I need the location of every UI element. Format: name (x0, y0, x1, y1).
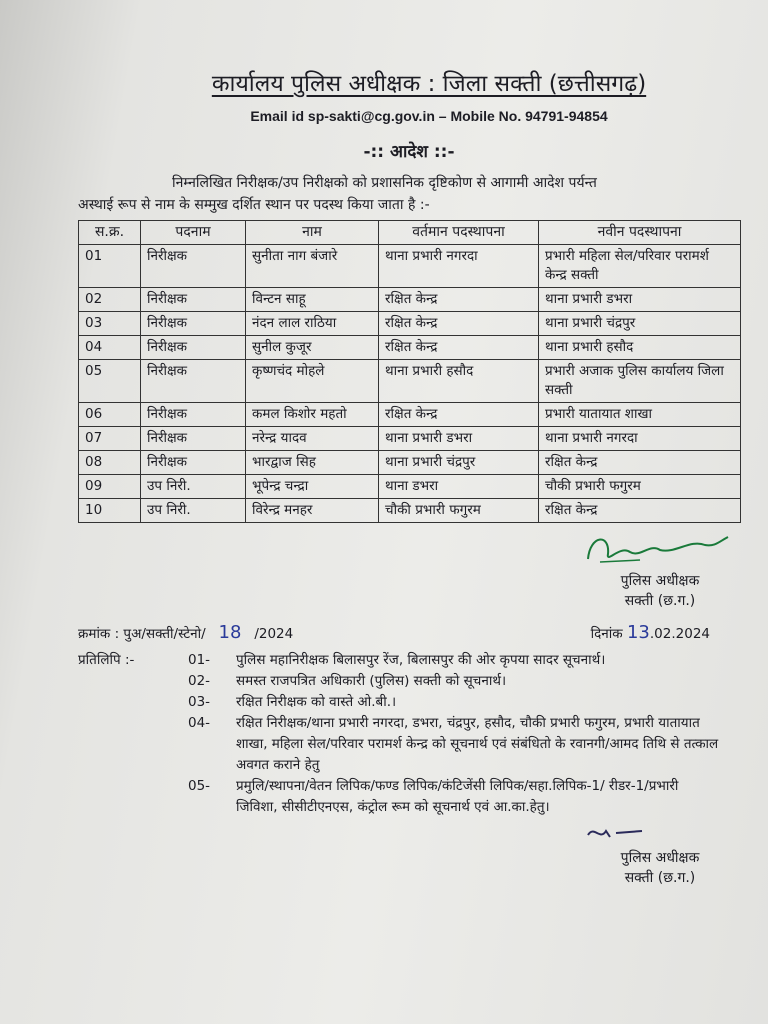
reference-prefix: क्रमांक : पुअ/सक्ती/स्टेनो/ (78, 626, 206, 642)
cell-name: नंदन लाल राठिया (246, 312, 379, 336)
intro-line-1: निम्नलिखित निरीक्षक/उप निरीक्षको को प्रशासनिक दृष्टिकोण से आगामी आदेश पर्यन्त (172, 175, 597, 191)
signatory-designation: पुलिस अधीक्षक (620, 573, 700, 589)
cell-designation: उप निरी. (141, 475, 246, 499)
copy-number: 02- (188, 673, 211, 689)
copy-to-label: प्रतिलिपि :- (78, 652, 135, 668)
intro-line-2: अस्थाई रूप से नाम के सम्मुख दर्शित स्थान पर पदस्थ किया जाता है :- (78, 197, 430, 213)
table-header-row (79, 221, 741, 245)
copy-text: पुलिस महानिरीक्षक बिलासपुर रेंज, बिलासपुर की ओर कृपया सादर सूचनार्थ। (236, 652, 606, 668)
order-heading: -:: आदेश ::- (363, 142, 455, 162)
cell-designation: निरीक्षक (141, 360, 246, 403)
table-row (79, 427, 741, 451)
cell-designation: निरीक्षक (141, 336, 246, 360)
signature-block-2 (580, 822, 740, 888)
cell-serial: 04 (79, 336, 141, 360)
cell-name: विरेन्द्र मनहर (246, 499, 379, 523)
copy-text: समस्त राजपत्रित अधिकारी (पुलिस) सक्ती को सूचनार्थ। (236, 673, 507, 689)
cell-name: कृष्णचंद मोहले (246, 360, 379, 403)
date-label: दिनांक (590, 626, 623, 642)
table-row (79, 451, 741, 475)
copy-spacer (78, 692, 188, 713)
cell-new-posting: प्रभारी अजाक पुलिस कार्यालय जिला सक्ती (539, 360, 741, 403)
cell-designation: निरीक्षक (141, 451, 246, 475)
copy-text: रक्षित निरीक्षक को वास्ते ओ.बी.। (236, 694, 397, 710)
cell-serial: 09 (79, 475, 141, 499)
copy-text: प्रमुलि/स्थापना/वेतन लिपिक/फण्ड लिपिक/कंटिजेंसी लिपिक/सहा.लिपिक-1/ रीडर-1/प्रभारी जिविशा, सीसीटीएनएस, कंट्रोल रूम को सूचनार्थ एवं आ.का.हेतु। (236, 778, 679, 815)
cell-designation: निरीक्षक (141, 312, 246, 336)
date-day: 13 (626, 622, 650, 643)
col-current-posting: वर्तमान पदस्थापना (379, 221, 539, 245)
cell-new-posting: थाना प्रभारी नगरदा (539, 427, 741, 451)
cell-current-posting: रक्षित केन्द्र (379, 288, 539, 312)
cell-new-posting: रक्षित केन्द्र (539, 451, 741, 475)
cell-new-posting: थाना प्रभारी हसौद (539, 336, 741, 360)
cell-current-posting: रक्षित केन्द्र (379, 403, 539, 427)
cell-current-posting: थाना प्रभारी हसौद (379, 360, 539, 403)
cell-serial: 10 (79, 499, 141, 523)
cell-serial: 03 (79, 312, 141, 336)
cell-name: कमल किशोर महतो (246, 403, 379, 427)
table-row (79, 245, 741, 288)
cell-designation: निरीक्षक (141, 245, 246, 288)
table-row (79, 360, 741, 403)
reference-handwritten-number: 18 (218, 622, 242, 643)
cell-name: विन्टन साहू (246, 288, 379, 312)
cell-new-posting: थाना प्रभारी डभरा (539, 288, 741, 312)
cell-name: भूपेन्द्र चन्द्रा (246, 475, 379, 499)
cell-new-posting: चौकी प्रभारी फगुरम (539, 475, 741, 499)
table-row (79, 288, 741, 312)
table-row (79, 475, 741, 499)
cell-name: भारद्वाज सिह (246, 451, 379, 475)
copy-to-list (78, 650, 740, 818)
cell-designation: निरीक्षक (141, 403, 246, 427)
table-row (79, 336, 741, 360)
copy-text: रक्षित निरीक्षक/थाना प्रभारी नगरदा, डभरा, चंद्रपुर, हसौद, चौकी प्रभारी फगुरम, प्रभारी यातायात शाखा, महिला सेल/परिवार परामर्श केन्द्र को सूचनार्थ एवं संबंधितो के रवानगी/आमद तिथि से तत्काल अवगत कराने हेतु (236, 715, 719, 773)
signatory-place: सक्ती (छ.ग.) (624, 593, 696, 609)
cell-current-posting: थाना प्रभारी डभरा (379, 427, 539, 451)
cell-new-posting: थाना प्रभारी चंद्रपुर (539, 312, 741, 336)
cell-name: सुनील कुजूर (246, 336, 379, 360)
cell-current-posting: रक्षित केन्द्र (379, 312, 539, 336)
cell-serial: 07 (79, 427, 141, 451)
transfer-table (78, 220, 741, 523)
reference-year: /2024 (254, 626, 294, 642)
signature-block-1 (580, 527, 740, 611)
office-title: कार्यालय पुलिस अधीक्षक : जिला सक्ती (छत्तीसगढ़) (211, 71, 647, 97)
cell-new-posting: प्रभारी यातायात शाखा (539, 403, 741, 427)
copy-spacer (78, 671, 188, 692)
cell-designation: निरीक्षक (141, 427, 246, 451)
table-row (79, 403, 741, 427)
signatory-place-2: सक्ती (छ.ग.) (624, 870, 696, 886)
initials-mark (580, 822, 650, 844)
signature-mark (580, 527, 730, 567)
table-row (79, 312, 741, 336)
order-date (591, 621, 710, 646)
cell-new-posting: रक्षित केन्द्र (539, 499, 741, 523)
copy-number: 03- (188, 694, 211, 710)
copy-number: 01- (188, 652, 211, 668)
cell-current-posting: चौकी प्रभारी फगुरम (379, 499, 539, 523)
contact-line: Email id sp-sakti@cg.gov.in – Mobile No. 94791-94854 (250, 108, 608, 124)
reference-number (78, 621, 293, 646)
copy-spacer (78, 776, 188, 818)
cell-new-posting: प्रभारी महिला सेल/परिवार परामर्श केन्द्र सक्ती (539, 245, 741, 288)
cell-serial: 08 (79, 451, 141, 475)
cell-serial: 01 (79, 245, 141, 288)
col-designation: पदनाम (141, 221, 246, 245)
cell-name: नरेन्द्र यादव (246, 427, 379, 451)
copy-number: 05- (188, 778, 211, 794)
signatory-designation-2: पुलिस अधीक्षक (620, 850, 700, 866)
cell-serial: 06 (79, 403, 141, 427)
table-row (79, 499, 741, 523)
cell-current-posting: थाना डभरा (379, 475, 539, 499)
cell-serial: 02 (79, 288, 141, 312)
cell-current-posting: रक्षित केन्द्र (379, 336, 539, 360)
cell-name: सुनीता नाग बंजारे (246, 245, 379, 288)
copy-number: 04- (188, 715, 211, 731)
cell-designation: उप निरी. (141, 499, 246, 523)
copy-spacer (78, 713, 188, 776)
col-name: नाम (246, 221, 379, 245)
col-serial: स.क्र. (79, 221, 141, 245)
cell-current-posting: थाना प्रभारी चंद्रपुर (379, 451, 539, 475)
col-new-posting: नवीन पदस्थापना (539, 221, 741, 245)
cell-current-posting: थाना प्रभारी नगरदा (379, 245, 539, 288)
cell-designation: निरीक्षक (141, 288, 246, 312)
cell-serial: 05 (79, 360, 141, 403)
date-rest: .02.2024 (649, 626, 710, 642)
